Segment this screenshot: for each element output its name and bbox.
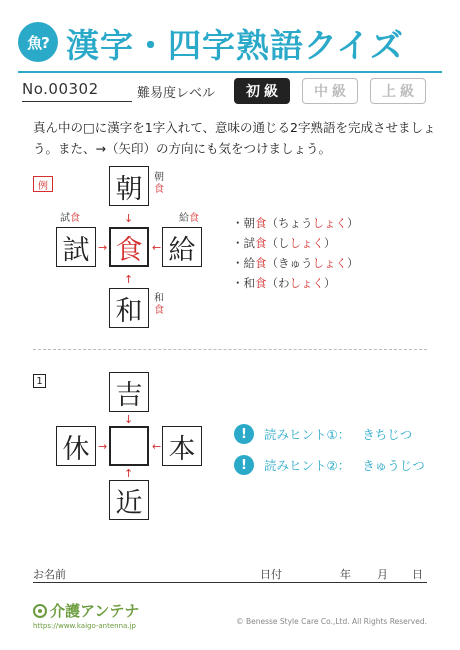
brand-logo: 介護アンテナ [33,600,139,621]
example-top-word-label: 朝 食 [154,172,164,195]
brand-url: https://www.kaigo-antenna.jp [33,622,136,630]
example-bottom-word-label: 和 食 [154,293,164,316]
name-date-line [33,582,427,583]
instruction-text: 真ん中の□に漢字を1字入れて、意味の通じる2字熟語を完成させましょう。また、→（矢印）の方向にも気をつけましょう。 [33,120,436,156]
quiz-number: No.00302 [22,80,99,98]
answer-box[interactable] [109,426,149,466]
year-label: 年 [340,568,351,581]
hint-label: 読みヒント①： [264,427,351,442]
exclamation-icon: ! [234,455,254,475]
reading-hint-2 [234,455,425,475]
reading-hint-1 [234,424,412,444]
example-arrow-right-icon: → [98,241,108,254]
example-arrow-down-icon: ↓ [124,212,134,225]
hint-value: きちじつ [362,427,413,442]
example-arrow-up-icon: ↑ [124,273,134,286]
hint-label: 読みヒント②： [264,458,351,473]
section-divider [33,349,427,350]
example-readings [232,213,359,293]
date-label: 日付 [260,568,282,581]
question-top-kanji: 吉 [109,372,149,412]
question-right-kanji: 本 [162,426,202,466]
exclamation-icon: ! [234,424,254,444]
quiz-number-underline [22,101,132,102]
page-title: 漢字・四字熟語クイズ [66,26,405,65]
question-number: 1 [33,374,46,388]
logo-icon: 魚? [18,22,58,62]
example-center-kanji: 食 [109,227,149,267]
header-divider [18,71,442,73]
reading-item: ・和食（わしょく） [232,276,336,290]
example-tag: 例 [33,176,53,192]
example-right-kanji: 給 [162,227,202,267]
example-top-kanji: 朝 [109,166,149,206]
reading-item: ・試食（ししょく） [232,236,336,250]
question-arrow-left-icon: ← [152,440,162,453]
difficulty-label: 難易度レベル [137,86,216,101]
question-arrow-right-icon: → [98,440,108,453]
question-left-kanji: 休 [56,426,96,466]
reading-item: ・給食（きゅうしょく） [232,256,359,270]
antenna-icon [33,604,47,618]
reading-item: ・朝食（ちょうしょく） [232,216,359,230]
example-right-word-label: 給食 [179,213,199,224]
level-intermediate-badge: 中級 [302,78,358,104]
example-left-kanji: 試 [56,227,96,267]
level-advanced-badge: 上級 [370,78,426,104]
level-beginner-badge: 初級 [234,78,290,104]
question-bottom-kanji: 近 [109,480,149,520]
question-arrow-up-icon: ↑ [124,467,134,480]
example-left-word-label: 試食 [60,213,80,224]
example-arrow-left-icon: ← [152,241,162,254]
name-label: お名前 [33,568,66,581]
copyright-text: © Benesse Style Care Co.,Ltd. All Rights Reserved. [236,617,427,626]
month-label: 月 [377,568,388,581]
hint-value: きゅうじつ [362,458,425,473]
day-label: 日 [412,568,423,581]
example-bottom-kanji: 和 [109,288,149,328]
question-arrow-down-icon: ↓ [124,413,134,426]
